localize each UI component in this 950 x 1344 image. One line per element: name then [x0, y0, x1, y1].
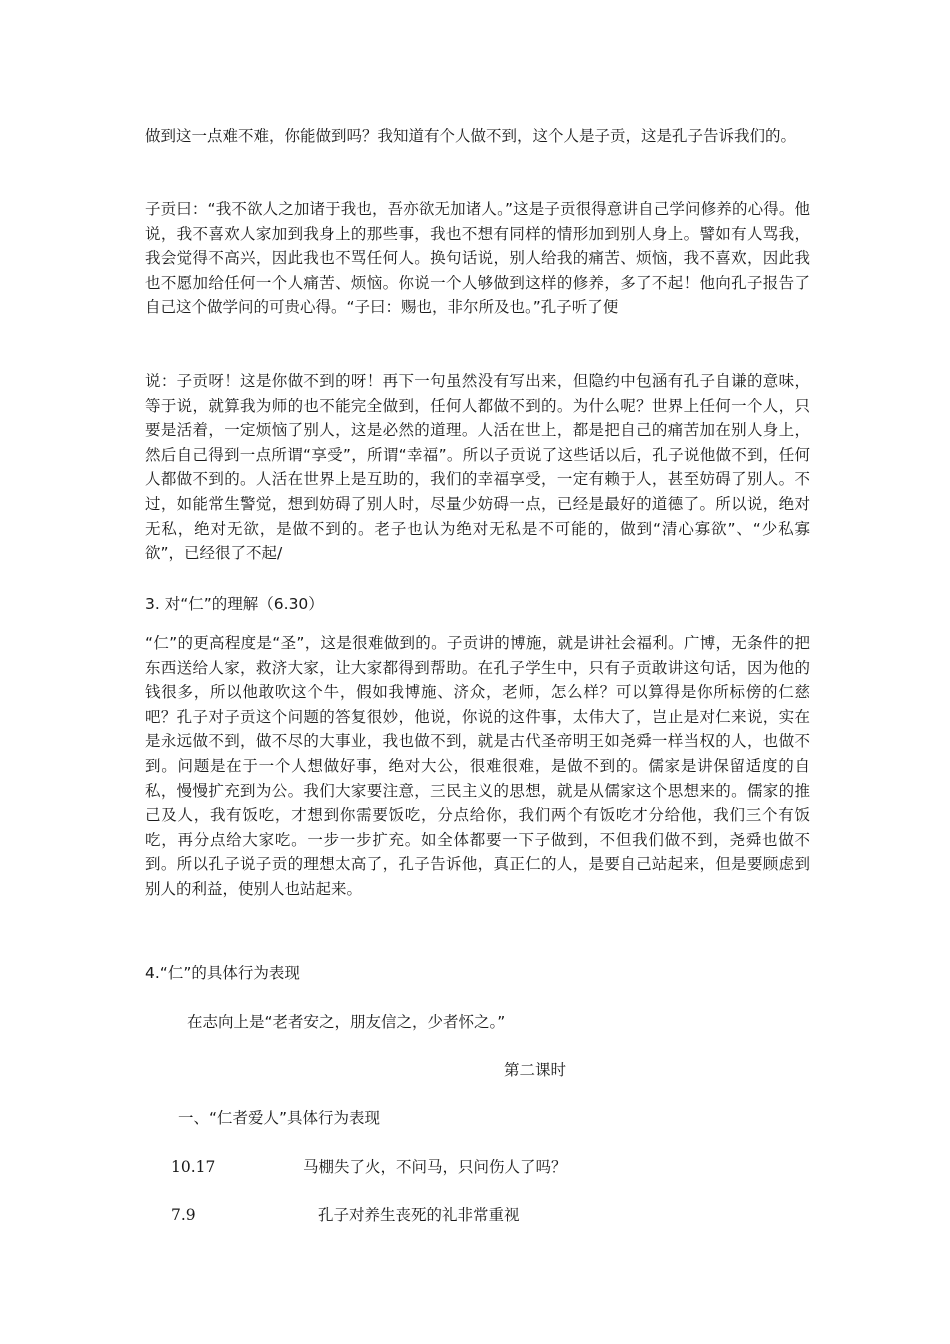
reference-number-1: 10.17 — [171, 1158, 216, 1176]
reference-number-2: 7.9 — [171, 1206, 196, 1224]
lesson-title: 第二课时 — [504, 1061, 567, 1079]
heading-section-4: 4.“仁”的具体行为表现 — [145, 964, 300, 982]
paragraph-ren-explanation: “仁”的更高程度是“圣”，这是很难做到的。子贡讲的博施，就是讲社会福利。广博，无条件的把东西送给人家，救济大家，让大家都得到帮助。在孔子学生中，只有子贡敢讲这句话，因为他的钱很多，所以他敢吹这个牛，假如我博施、济众，老师，怎么样？可以算得是你所标傍的仁慈吧？孔子对子贡这个问题的答复很妙，他说，你说的这件事，太伟大了，岂止是对仁来说，实在是永远做不到，做不尽的大事业，我也做不到，就是古代圣帝明王如尧舜一样当权的人，也做不到。问题是在于一个人想做好事，绝对大公，很难很难，是做不到的。儒家是讲保留适度的自私，慢慢扩充到为公。我们大家要注意，三民主义的思想，就是从儒家这个思想来的。儒家的推己及人，我有饭吃，才想到你需要饭吃，分点给你，我们两个有饭吃才分给他，我们三个有饭吃，再分点给大家吃。一步一步扩充。如全体都要一下子做到，不但我们做不到，尧舜也做不到。所以孔子说子贡的理想太高了，孔子告诉他，真正仁的人，是要自己站起来，但是要顾虑到别人的利益，使别人也站起来。 — [145, 634, 810, 898]
heading-section-3: 3. 对“仁”的理解（6.30） — [145, 595, 324, 613]
reference-text-2: 孔子对养生丧死的礼非常重视 — [318, 1206, 520, 1224]
paragraph-aspiration: 在志向上是“老者安之，朋友信之，少者怀之。” — [187, 1013, 506, 1031]
paragraph-confucius-reply: 说：子贡呀！这是你做不到的呀！再下一句虽然没有写出来，但隐约中包涵有孔子自谦的意味，等于说，就算我为师的也不能完全做到，任何人都做不到的。为什么呢？世界上任何一个人，只要是活着，一定烦恼了别人，这是必然的道理。人活在世上，都是把自己的痛苦加在别人身上，然后自己得到一点所谓“享受”，所谓“幸福”。所以子贡说了这些话以后，孔子说他做不到，任何人都做不到的。人活在世界上是互助的，我们的幸福享受，一定有赖于人，甚至妨碍了别人。不过，如能常生警觉，想到妨碍了别人时，尽量少妨碍一点，已经是最好的道德了。所以说，绝对无私，绝对无欲，是做不到的。老子也认为绝对无私是不可能的，做到“清心寡欲”、“少私寡欲”，已经很了不起/ — [145, 372, 810, 563]
reference-text-1: 马棚失了火，不问马，只问伤人了吗？ — [303, 1158, 567, 1176]
section-heading-1: 一、“仁者爱人”具体行为表现 — [178, 1109, 381, 1127]
paragraph-zigong-quote: 子贡曰：“我不欲人之加诸于我也，吾亦欲无加诸人。”这是子贡很得意讲自己学问修养的心得。他说，我不喜欢人家加到我身上的那些事，我也不想有同样的情形加到别人身上。譬如有人骂我，我会觉得不高兴，因此我也不骂任何人。换句话说，别人给我的痛苦、烦恼，我不喜欢，因此我也不愿加给任何一个人痛苦、烦恼。你说一个人够做到这样的修养，多了不起！他向孔子报告了自己这个做学问的可贵心得。“子曰：赐也，非尔所及也。”孔子听了便 — [145, 200, 810, 317]
paragraph-intro: 做到这一点难不难，你能做到吗？我知道有个人做不到，这个人是子贡，这是孔子告诉我们的。 — [145, 127, 797, 145]
